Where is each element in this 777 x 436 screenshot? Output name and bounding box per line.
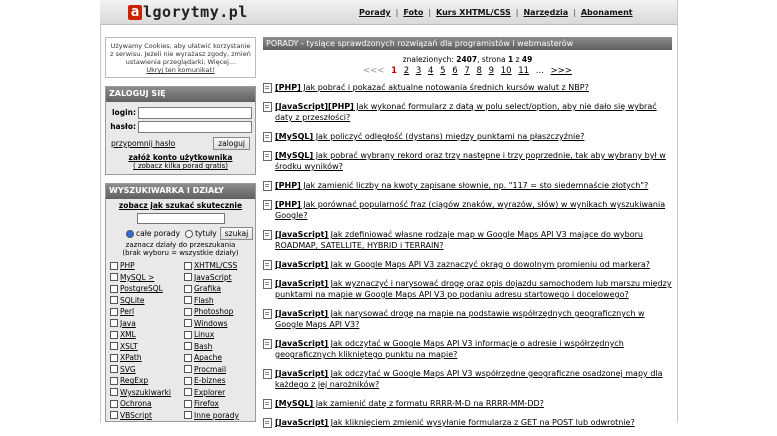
- pager-next[interactable]: >>>: [550, 66, 572, 76]
- checkbox-icon[interactable]: [110, 273, 118, 281]
- category-checkbox[interactable]: [184, 410, 258, 422]
- post-list: [263, 82, 672, 428]
- results-prefix: znalezionych:: [402, 55, 457, 64]
- category-checkbox[interactable]: [184, 352, 258, 364]
- document-icon: [263, 339, 272, 349]
- checkbox-icon[interactable]: [184, 342, 192, 350]
- checkbox-icon[interactable]: [184, 331, 192, 339]
- password-row: [106, 120, 255, 133]
- checkbox-icon[interactable]: [110, 377, 118, 385]
- nav-separator: |: [573, 8, 576, 17]
- post-tag[interactable]: [MySQL]: [275, 132, 314, 141]
- document-icon: [263, 399, 272, 409]
- list-item[interactable]: [263, 131, 672, 142]
- post-title[interactable]: Jak odczytać w Google Maps API V3 informacje o adresie i współrzędnych geograficznych klikniętego punktu na mapie?: [275, 339, 624, 359]
- category-checkbox[interactable]: [184, 283, 258, 295]
- checkbox-icon[interactable]: [110, 388, 118, 396]
- search-title: WYSZUKIWARKA I DZIAŁY: [106, 184, 255, 199]
- radio-titles-label: tytuły: [195, 229, 217, 238]
- post-tag[interactable]: [MySQL]: [275, 399, 314, 408]
- category-label[interactable]: Bash: [194, 341, 213, 351]
- checkbox-icon[interactable]: [110, 319, 118, 327]
- post-title[interactable]: Jak odczytać w Google Maps API V3 współrzędne geograficzne osadzonej mapy dla każdego z jej narożników?: [275, 369, 663, 389]
- pagination: [263, 66, 672, 76]
- list-item[interactable]: [263, 229, 672, 251]
- checkbox-icon[interactable]: [184, 308, 192, 316]
- nav-porady[interactable]: Porady: [359, 8, 391, 17]
- category-checkbox[interactable]: [184, 329, 258, 341]
- category-label[interactable]: Perl: [120, 307, 135, 317]
- category-checkbox[interactable]: [110, 272, 184, 284]
- results-page-text: , strona: [477, 55, 508, 64]
- category-label[interactable]: Explorer: [194, 387, 226, 397]
- category-label[interactable]: Grafika: [194, 284, 222, 294]
- category-checkbox[interactable]: [184, 341, 258, 353]
- search-box: [105, 183, 256, 422]
- post-title[interactable]: Jak narysować drogę na mapie na podstawie współrzędnych geograficznych w Google Maps API V3?: [275, 309, 645, 329]
- document-icon: [263, 132, 272, 142]
- checkbox-icon[interactable]: [110, 296, 118, 304]
- post-title[interactable]: Jak pobrać wybrany rekord oraz trzy następne i trzy poprzednie, tak aby wybrany był w środku wyników?: [275, 151, 666, 171]
- category-label[interactable]: Java: [120, 318, 136, 328]
- post-tag[interactable]: [JavaScript]: [275, 260, 329, 269]
- pager-current: 1: [391, 66, 398, 76]
- post-title[interactable]: Jak kliknięciem zmienić wysyłanie formularza z GET na POST lub odwrotnie?: [328, 418, 635, 427]
- cookie-accept-link[interactable]: Ukryj ten komunikat!: [146, 66, 215, 74]
- remember-password-link[interactable]: przypomnij hasło: [111, 139, 176, 148]
- nav-narzedzia[interactable]: Narzędzia: [523, 8, 569, 17]
- category-checkbox[interactable]: [184, 306, 258, 318]
- category-label[interactable]: Windows: [194, 318, 228, 328]
- list-item[interactable]: [263, 180, 672, 191]
- document-icon: [263, 260, 272, 270]
- post-tag[interactable]: [PHP]: [275, 200, 301, 209]
- category-checkbox[interactable]: [110, 260, 184, 272]
- checkbox-icon[interactable]: [110, 308, 118, 316]
- pager-page[interactable]: 5: [440, 66, 446, 76]
- nav-kurs[interactable]: Kurs XHTML/CSS: [436, 8, 511, 17]
- category-label[interactable]: Photoshop: [194, 307, 234, 317]
- search-input[interactable]: [137, 213, 225, 224]
- category-label[interactable]: RegExp: [120, 376, 149, 386]
- nav-separator: |: [428, 8, 432, 17]
- category-checkbox[interactable]: [184, 364, 258, 376]
- password-label: hasło:: [110, 122, 136, 131]
- category-label[interactable]: XSLT: [120, 341, 138, 351]
- list-item[interactable]: [263, 338, 672, 360]
- results-total-pages: 49: [521, 55, 533, 64]
- radio-all-label: całe porady: [136, 229, 181, 238]
- post-title[interactable]: Jak policzyć odległość (dystans) między punktami na płaszczyźnie?: [313, 132, 585, 141]
- radio-all[interactable]: [126, 230, 134, 238]
- pager-page[interactable]: 10: [500, 66, 512, 76]
- login-button[interactable]: zaloguj: [213, 137, 250, 150]
- category-checkbox[interactable]: [110, 387, 184, 399]
- category-checkbox[interactable]: [110, 329, 184, 341]
- post-title[interactable]: Jak w Google Maps API V3 zaznaczyć okrąg o dowolnym promieniu od markera?: [328, 260, 650, 269]
- list-item[interactable]: [263, 308, 672, 330]
- category-label[interactable]: PHP: [120, 261, 135, 271]
- category-checkbox[interactable]: [110, 295, 184, 307]
- pager-ellipsis: ...: [535, 66, 544, 76]
- checkbox-icon[interactable]: [184, 411, 192, 419]
- nav-foto[interactable]: Foto: [403, 8, 424, 17]
- login-label: login:: [111, 108, 136, 117]
- pager-page[interactable]: 6: [452, 66, 458, 76]
- post-tag[interactable]: [MySQL]: [275, 151, 314, 160]
- login-title: ZALOGUJ SIĘ: [106, 87, 255, 102]
- top-nav: [359, 8, 633, 17]
- category-label[interactable]: Linux: [194, 330, 215, 340]
- list-item[interactable]: [263, 259, 672, 270]
- checkbox-icon[interactable]: [110, 342, 118, 350]
- document-icon: [263, 309, 272, 319]
- post-tag[interactable]: [PHP]: [275, 181, 301, 190]
- logo-letter: a: [128, 5, 142, 20]
- checkbox-icon[interactable]: [184, 296, 192, 304]
- post-title[interactable]: Jak zamienić liczby na kwoty zapisane słownie, np. "117 = sto siedemnaście złotych"?: [300, 181, 649, 190]
- category-label[interactable]: E-biznes: [194, 376, 226, 386]
- pager-prev[interactable]: <<<: [363, 66, 385, 76]
- category-checkbox[interactable]: [110, 341, 184, 353]
- post-tag[interactable]: [PHP]: [275, 83, 301, 92]
- category-label[interactable]: Procmail: [194, 364, 227, 374]
- checkbox-icon[interactable]: [184, 388, 192, 396]
- results-count: 2407: [456, 55, 478, 64]
- register-link[interactable]: załóż konto użytkownika: [128, 153, 233, 162]
- post-title[interactable]: Jak porównać popularność fraz (ciągów znaków, wyrazów, słów) w wynikach wyszukiwania Google?: [275, 200, 666, 220]
- category-label[interactable]: XHTML/CSS: [194, 261, 238, 271]
- nav-abonament[interactable]: Abonament: [580, 8, 633, 17]
- post-tag[interactable]: [JavaScript]: [275, 279, 329, 288]
- document-icon: [263, 102, 272, 112]
- category-checkbox[interactable]: [110, 318, 184, 330]
- checkbox-icon[interactable]: [184, 285, 192, 293]
- left-sidebar: [105, 37, 256, 422]
- main-title: PORADY - tysiące sprawdzonych rozwiązań dla programistów i webmasterów: [263, 37, 672, 50]
- register-subtext[interactable]: ( zobacz kilka porad gratis): [132, 162, 229, 170]
- pager-page[interactable]: 2: [403, 66, 410, 76]
- checkbox-icon[interactable]: [110, 285, 118, 293]
- document-icon: [263, 151, 272, 161]
- radio-titles[interactable]: [185, 230, 193, 238]
- category-checkbox[interactable]: [110, 306, 184, 318]
- document-icon: [263, 279, 272, 289]
- checkbox-icon[interactable]: [110, 262, 118, 270]
- list-item[interactable]: [263, 82, 672, 93]
- category-label[interactable]: VBScript: [120, 410, 152, 420]
- pager-page[interactable]: 4: [427, 66, 434, 76]
- category-label[interactable]: MySQL >: [120, 272, 155, 282]
- document-icon: [263, 418, 272, 428]
- checkbox-icon[interactable]: [110, 365, 118, 373]
- category-label[interactable]: Flash: [194, 295, 214, 305]
- post-title[interactable]: Jak pobrać i pokazać aktualne notowania średnich kursów walut z NBP?: [300, 83, 589, 92]
- category-checkbox[interactable]: [110, 352, 184, 364]
- post-title[interactable]: Jak zdefiniować własne rodzaje map w Google Maps API V3 mające do wyboru ROADMAP, SATELLITE, HYBRID i TERRAIN?: [275, 230, 643, 250]
- checkbox-icon[interactable]: [184, 400, 192, 408]
- category-label[interactable]: PostgreSQL: [120, 284, 163, 294]
- document-icon: [263, 230, 272, 240]
- document-icon: [263, 369, 272, 379]
- post-title[interactable]: Jak wykonać formularz z datą w polu select/option, aby nie dało się wybrać daty z przeszłości?: [275, 102, 657, 122]
- post-tag[interactable]: [JavaScript]: [275, 309, 329, 318]
- list-item[interactable]: [263, 101, 672, 123]
- category-label[interactable]: Firefox: [194, 399, 219, 409]
- post-tag[interactable]: [JavaScript]: [275, 339, 329, 348]
- checkbox-icon[interactable]: [184, 354, 192, 362]
- category-checkbox[interactable]: [184, 375, 258, 387]
- category-label[interactable]: JavaScript: [194, 272, 232, 282]
- category-checkbox[interactable]: [184, 260, 258, 272]
- login-box: [105, 86, 256, 175]
- list-item[interactable]: [263, 398, 672, 409]
- pager-page[interactable]: 7: [464, 66, 470, 76]
- pager-page[interactable]: 11: [518, 66, 530, 76]
- search-button[interactable]: szukaj: [220, 227, 254, 240]
- category-checkbox[interactable]: [110, 283, 184, 295]
- document-icon: [263, 200, 272, 210]
- cookie-text: Używamy Cookies, aby ułatwić korzystanie z serwisu. Jeżeli nie wyrażasz zgody, zmień ustawienia przeglądarki. Więcej...: [110, 42, 251, 66]
- cookie-notice: [105, 37, 256, 78]
- site-logo[interactable]: [128, 3, 248, 21]
- checkbox-icon[interactable]: [184, 262, 192, 270]
- list-item[interactable]: [263, 150, 672, 172]
- document-icon: [263, 83, 272, 93]
- login-input[interactable]: [138, 107, 252, 119]
- category-label[interactable]: XML: [120, 330, 136, 340]
- password-input[interactable]: [138, 121, 252, 133]
- post-title[interactable]: Jak zamienić datę z formatu RRRR-M-D na RRRR-MM-DD?: [313, 399, 544, 408]
- checkbox-icon[interactable]: [110, 411, 118, 419]
- category-label[interactable]: Wyszukiwarki: [120, 387, 171, 397]
- checkbox-icon[interactable]: [184, 377, 192, 385]
- category-label[interactable]: Ochrona: [120, 399, 152, 409]
- document-icon: [263, 181, 272, 191]
- category-list: [106, 260, 255, 421]
- category-label[interactable]: Apache: [194, 353, 222, 363]
- category-checkbox[interactable]: [184, 387, 258, 399]
- list-item[interactable]: [263, 278, 672, 300]
- category-checkbox[interactable]: [184, 318, 258, 330]
- nav-separator: |: [395, 8, 399, 17]
- category-checkbox[interactable]: [110, 375, 184, 387]
- post-tag[interactable]: [JavaScript]: [275, 230, 329, 239]
- results-of-text: z: [513, 55, 522, 64]
- category-label[interactable]: SQLite: [120, 295, 145, 305]
- checkbox-icon[interactable]: [110, 400, 118, 408]
- nav-separator: |: [515, 8, 519, 17]
- category-label[interactable]: SVG: [120, 364, 136, 374]
- category-checkbox[interactable]: [184, 272, 258, 284]
- pager-page[interactable]: 3: [415, 66, 422, 76]
- checkbox-icon[interactable]: [110, 354, 118, 362]
- post-tag[interactable]: [JavaScript][PHP]: [275, 102, 354, 111]
- pager-page[interactable]: 9: [488, 66, 495, 76]
- category-checkbox[interactable]: [184, 398, 258, 410]
- category-checkbox[interactable]: [110, 410, 184, 422]
- results-current-page: 1: [507, 55, 514, 64]
- category-checkbox[interactable]: [184, 295, 258, 307]
- category-label[interactable]: XPath: [120, 353, 142, 363]
- checkbox-icon[interactable]: [184, 319, 192, 327]
- checkbox-icon[interactable]: [110, 331, 118, 339]
- post-tag[interactable]: [JavaScript]: [275, 369, 329, 378]
- category-checkbox[interactable]: [110, 364, 184, 376]
- pager-page[interactable]: 8: [476, 66, 482, 76]
- list-item[interactable]: [263, 199, 672, 221]
- search-howto-link[interactable]: zobacz jak szukać skutecznie: [118, 201, 243, 210]
- results-summary: [263, 55, 672, 64]
- post-title[interactable]: Jak wyznaczyć i narysować drogę oraz opis dojazdu samochodem lub marszu między punktami na mapie w Google Maps API V3 po podaniu adresu startowego i docelowego?: [275, 279, 672, 299]
- login-row: [106, 106, 255, 119]
- checkbox-icon[interactable]: [184, 365, 192, 373]
- list-item[interactable]: [263, 368, 672, 390]
- category-label[interactable]: Inne porady: [194, 410, 239, 420]
- logo-text: lgorytmy.pl: [143, 3, 248, 21]
- main-content: [263, 37, 672, 436]
- category-checkbox[interactable]: [110, 398, 184, 410]
- checkbox-icon[interactable]: [184, 273, 192, 281]
- post-tag[interactable]: [JavaScript]: [275, 418, 329, 427]
- search-hint-2: (brak wyboru = wszystkie działy): [122, 249, 239, 257]
- search-hint: zaznacz działy do przeszukania: [125, 241, 236, 249]
